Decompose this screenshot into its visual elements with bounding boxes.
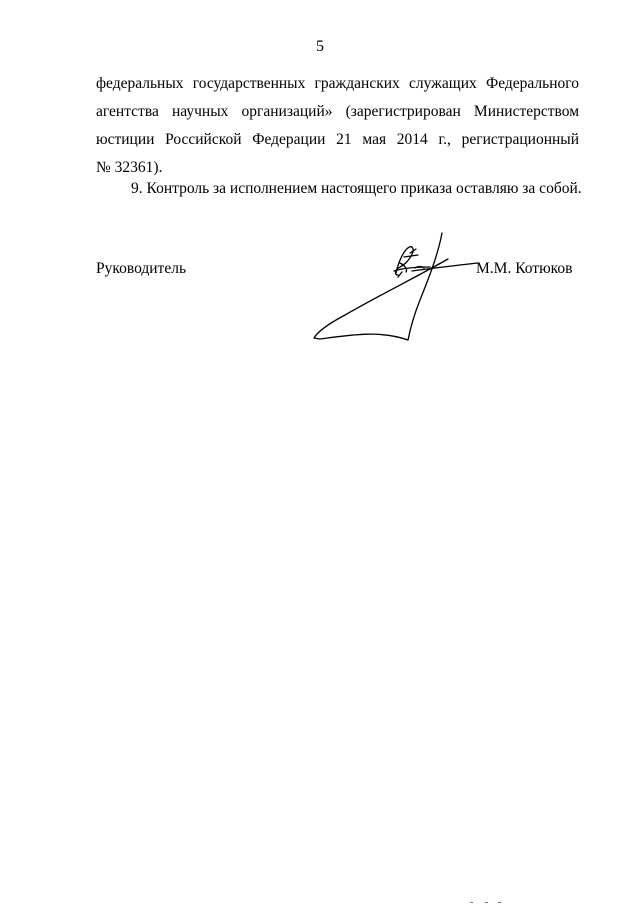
scan-artifact bbox=[498, 902, 501, 903]
scan-artifact bbox=[485, 902, 488, 903]
item-9-paragraph: 9. Контроль за исполнением настоящего приказа оставляю за собой. bbox=[131, 180, 582, 197]
signer-title: Руководитель bbox=[96, 260, 187, 277]
paragraph-line: юстиции Российской Федерации 21 мая 2014 г., регистрационный bbox=[96, 131, 579, 148]
scan-artifact bbox=[470, 902, 473, 903]
paragraph-last-line: № 32361). bbox=[96, 159, 163, 176]
handwritten-signature bbox=[300, 225, 500, 355]
signer-name: М.М. Котюков bbox=[476, 260, 573, 277]
paragraph-line: агентства научных организаций» (зарегистрирован Министерством bbox=[96, 103, 579, 120]
paragraph-line: федеральных государственных гражданских служащих Федерального bbox=[96, 75, 579, 92]
paragraph-continuation bbox=[96, 70, 579, 182]
page-number: 5 bbox=[316, 38, 324, 55]
